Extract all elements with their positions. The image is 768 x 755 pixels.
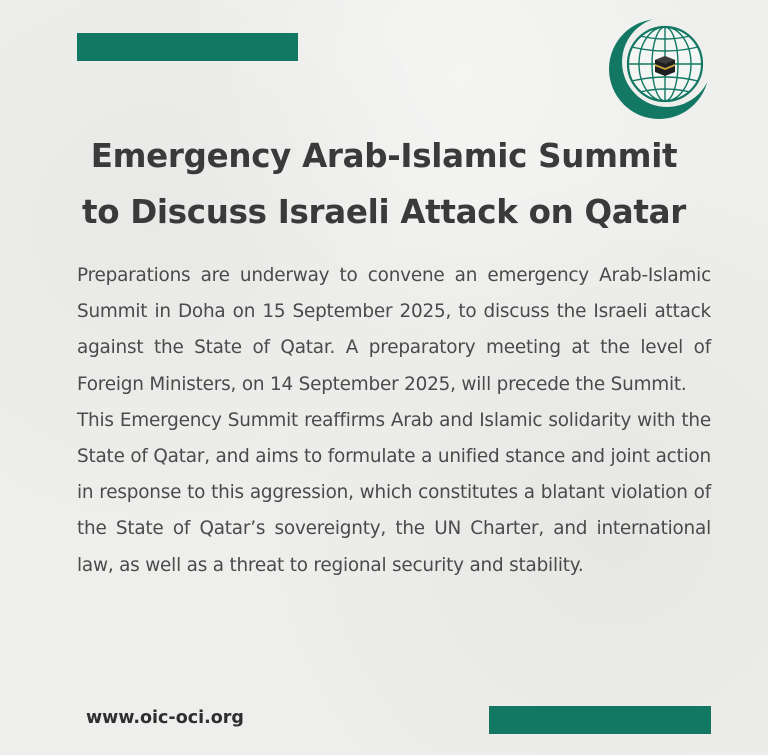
paragraph-2: This Emergency Summit reaffirms Arab and Islamic solidarity with the State of Qatar, and aims to formulate a unified stance and joint action in response to this aggression, which constitutes a blatant violation of the State of Qatar’s sovereignty, the UN Charter, and international law, as well as a threat to regional security and stability. <box>77 409 711 576</box>
paragraph-1: Preparations are underway to convene an emergency Arab-Islamic Summit in Doha on 15 September 2025, to discuss the Israeli attack against the State of Qatar. A preparatory meeting at the level of Foreign Ministers, on 14 September 2025, will precede the Summit. <box>77 265 711 395</box>
oic-logo-icon <box>607 17 711 121</box>
title-line-1: Emergency Arab-Islamic Summit <box>90 137 678 175</box>
article-body <box>77 258 711 584</box>
title-line-2: to Discuss Israeli Attack on Qatar <box>81 193 687 231</box>
page-title <box>40 128 728 240</box>
website-link[interactable]: www.oic-oci.org <box>86 708 244 728</box>
kaaba-icon <box>655 56 675 76</box>
top-accent-bar <box>77 33 298 61</box>
bottom-accent-bar <box>489 706 711 734</box>
